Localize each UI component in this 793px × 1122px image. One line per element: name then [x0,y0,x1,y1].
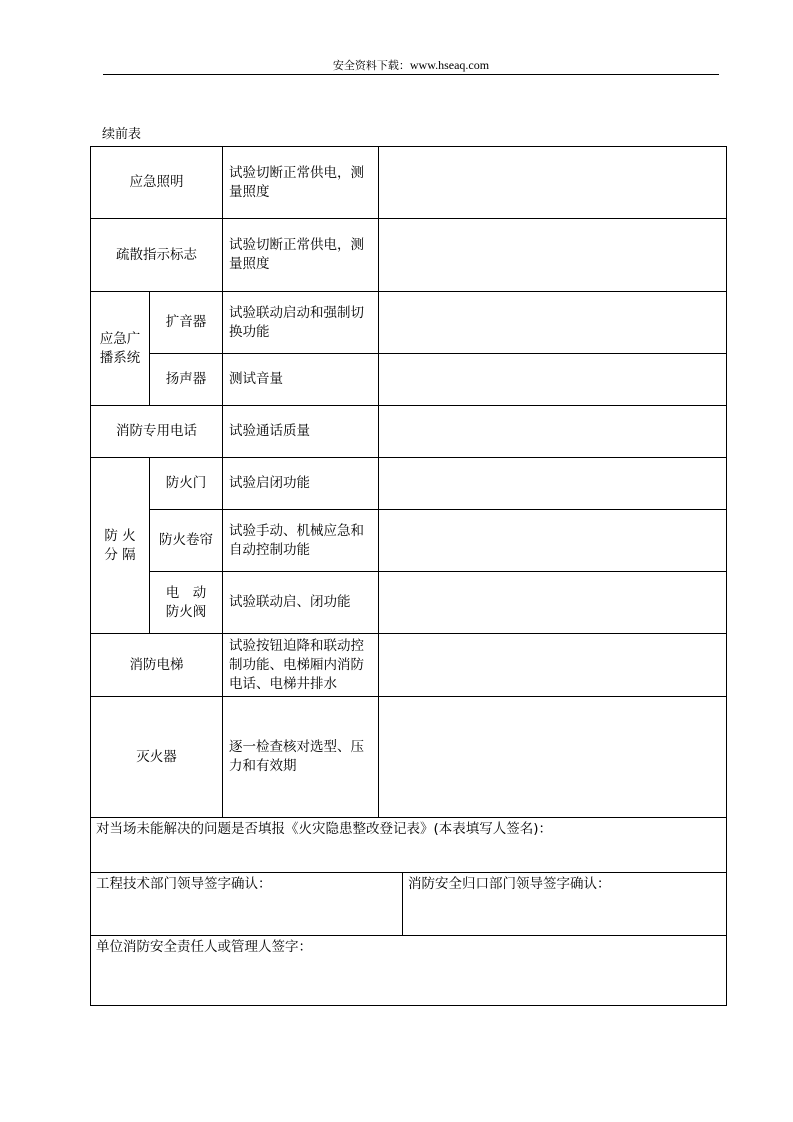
row-amplifier-result[interactable] [379,292,726,353]
row-extinguisher-result[interactable] [379,697,726,817]
row-amplifier-method: 试验联动启动和强制切换功能 [229,304,364,340]
row-fire-shutter-result[interactable] [379,510,726,571]
page-header [103,56,719,75]
row-fire-phone-name: 消防专用电话 [116,423,197,439]
unresolved-issues-field[interactable] [91,818,726,872]
row-emergency-lighting-result[interactable] [379,147,726,218]
row-speaker-result[interactable] [379,354,726,405]
row-emergency-lighting-method: 试验切断正常供电，测量照度 [229,164,364,200]
responsible-sign-label: 单位消防安全责任人或管理人签字： [96,939,312,955]
row-damper-name-line2: 防火阀 [165,603,207,620]
engineering-sign-label: 工程技术部门领导签字确认： [96,876,272,892]
table-border-bottom [90,1005,727,1006]
row-fire-elevator-method: 试验按钮迫降和联动控制功能、电梯厢内消防电话、电梯井排水 [229,637,364,692]
row-fire-door-method: 试验启闭功能 [229,475,310,491]
group-fire-separation [91,458,149,633]
row-amplifier-name: 扩音器 [165,314,207,330]
row-evacuation-signs-name: 疏散指示标志 [116,246,197,263]
group-fire-separation-line2: 分 隔 [104,546,136,563]
row-fire-door-name: 防火门 [165,475,207,491]
row-fire-shutter-method: 试验手动、机械应急和自动控制功能 [229,522,364,558]
table-continuation-label: 续前表 [102,127,142,142]
header-url[interactable]: www.hseaq.com [409,58,490,72]
header-label: 安全资料下载： [332,59,410,72]
row-extinguisher-name: 灭火器 [136,748,177,765]
row-fire-phone-method: 试验通话质量 [229,423,310,439]
row-extinguisher-method: 逐一检查核对选型、压力和有效期 [229,739,364,774]
group-emergency-broadcast-line1: 应急广 [99,330,141,347]
row-speaker-method: 测试音量 [229,371,283,387]
fire-safety-sign-label: 消防安全归口部门领导签字确认： [408,876,611,892]
responsible-sign-field[interactable] [91,936,726,1005]
row-damper-result[interactable] [379,572,726,633]
row-fire-door-result[interactable] [379,458,726,509]
engineering-sign-field[interactable] [91,873,402,935]
row-damper-name [150,572,222,633]
row-damper-name-line1: 电 动 [165,584,207,601]
row-fire-shutter-name: 防火卷帘 [159,532,213,548]
row-emergency-lighting-name: 应急照明 [129,174,184,190]
row-speaker-name: 扬声器 [165,371,207,387]
row-fire-phone-result[interactable] [379,406,726,457]
table-border-right [726,146,727,1006]
row-fire-elevator-name: 消防电梯 [129,656,184,673]
fire-safety-sign-field[interactable] [403,873,726,935]
unresolved-issues-label: 对当场未能解决的问题是否填报《火灾隐患整改登记表》(本表填写人签名)： [96,821,553,837]
row-evacuation-signs-result[interactable] [379,219,726,291]
group-emergency-broadcast [91,292,149,405]
group-emergency-broadcast-line2: 播系统 [99,349,141,366]
row-evacuation-signs-method: 试验切断正常供电，测量照度 [229,237,364,272]
row-fire-elevator-result[interactable] [379,634,726,696]
row-damper-method: 试验联动启、闭功能 [229,594,351,610]
group-fire-separation-line1: 防 火 [104,527,136,544]
